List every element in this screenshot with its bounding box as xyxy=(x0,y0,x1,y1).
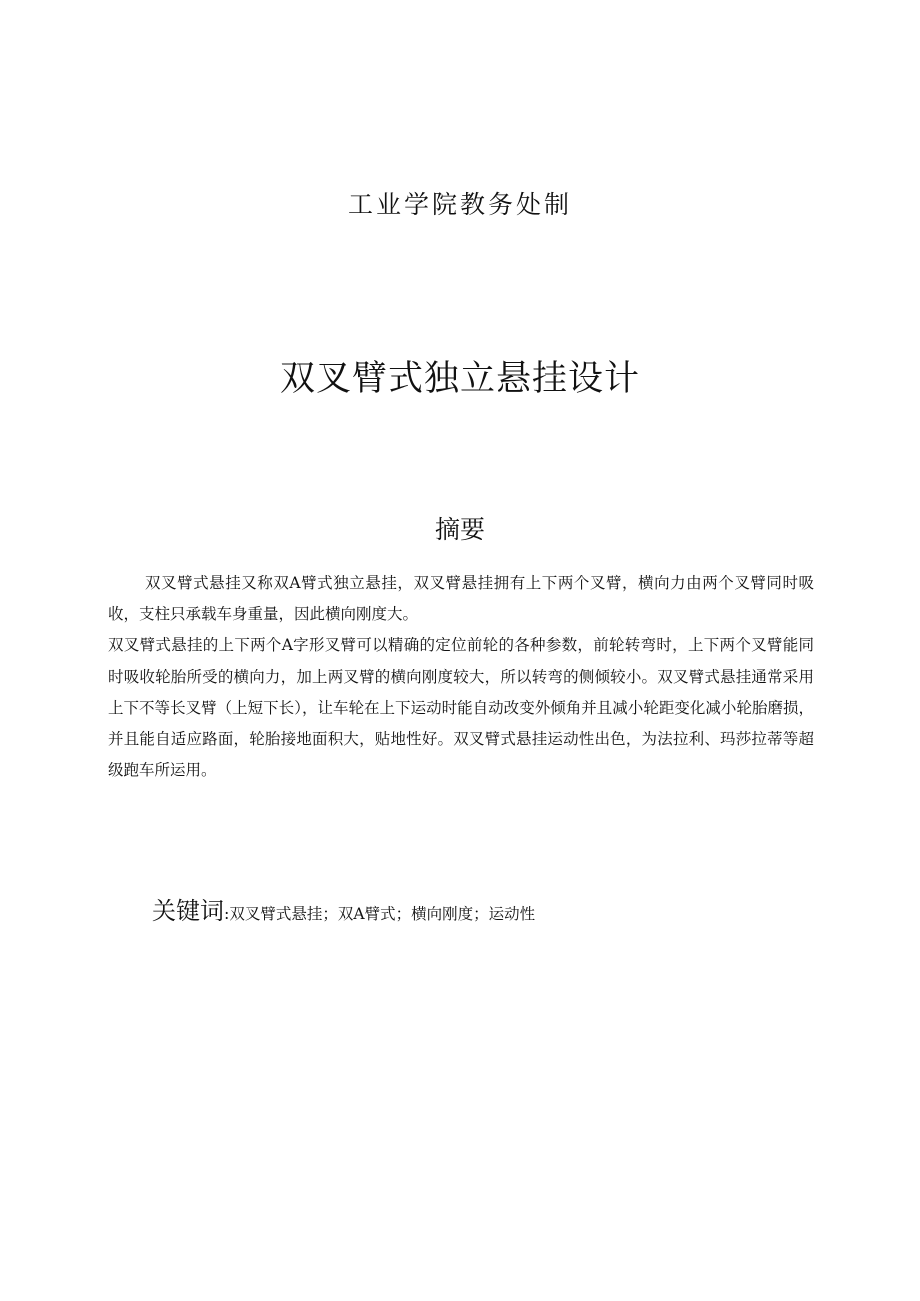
keywords-line xyxy=(152,892,832,934)
document-title: 双叉臂式独立悬挂设计 xyxy=(279,359,640,399)
institution-name: 工业学院教务处制 xyxy=(347,190,572,219)
keywords-separator: : xyxy=(224,904,230,923)
keywords-label: 关键词 xyxy=(152,897,224,925)
abstract-paragraph: 双叉臂式悬挂又称双A臂式独立悬挂，双叉臂悬挂拥有上下两个叉臂，横向力由两个叉臂同时吸收，支柱只承载车身重量，因此横向刚度大。 xyxy=(108,574,814,624)
abstract-paragraph: 双叉臂式悬挂的上下两个A字形叉臂可以精确的定位前轮的各种参数，前轮转弯时，上下两个叉臂能同时吸收轮胎所受的横向力，加上两叉臂的横向刚度较大，所以转弯的侧倾较小。双叉臂式悬挂通常采用上下不等长叉臂（上短下长），让车轮在上下运动时能自动改变外倾角并且减小轮距变化减小轮胎磨损，并且能自适应路面，轮胎接地面积大，贴地性好。双叉臂式悬挂运动性出色，为法拉利、玛莎拉蒂等超级跑车所运用。 xyxy=(108,636,814,780)
abstract-body xyxy=(108,568,814,786)
abstract-heading: 摘要 xyxy=(434,515,485,544)
keywords-text: 双叉臂式悬挂；双A臂式；横向刚度；运动性 xyxy=(229,905,536,923)
